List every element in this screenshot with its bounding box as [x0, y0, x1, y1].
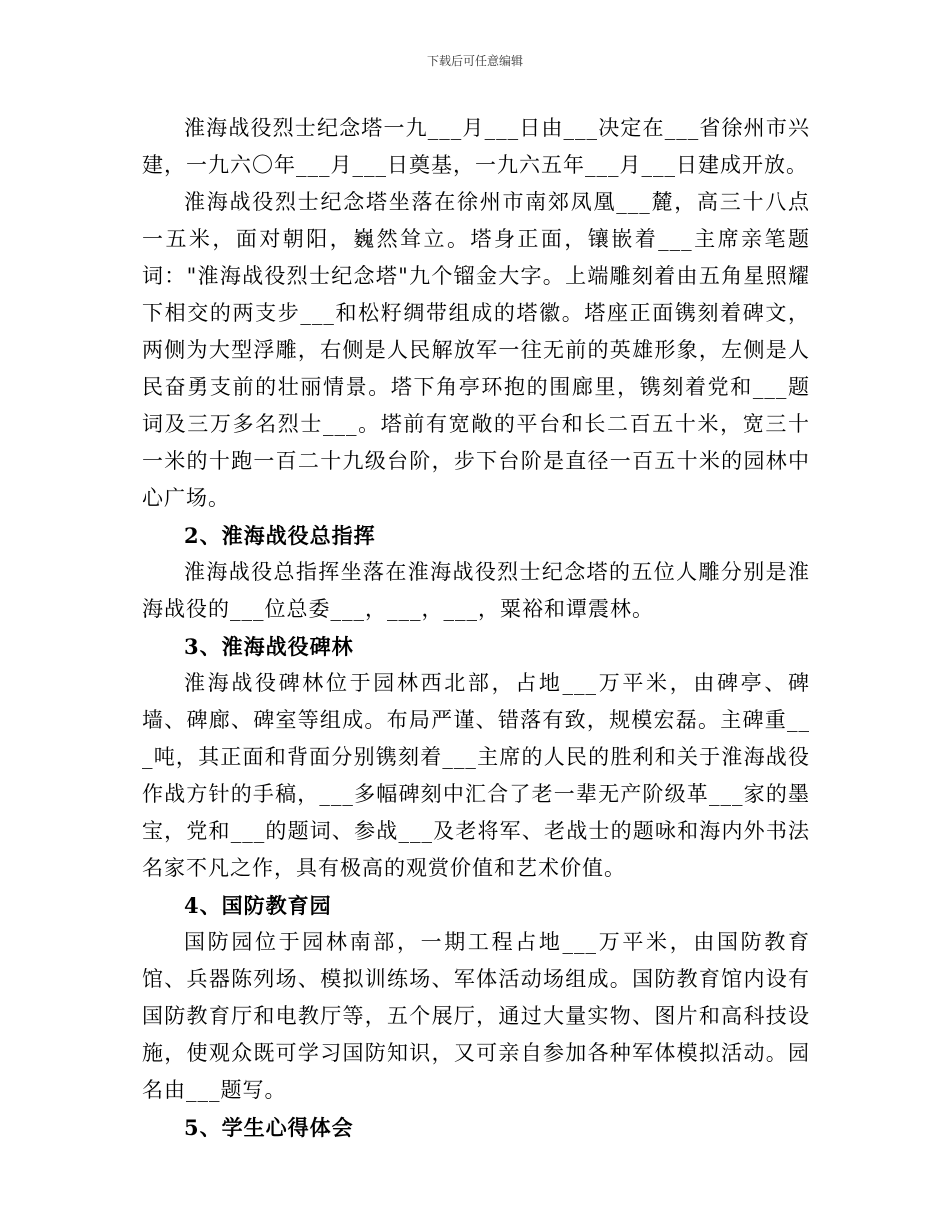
paragraph-tower-founding: 淮海战役烈士纪念塔一九___月___日由___决定在___省徐州市兴建，一九六〇年___月___日奠基，一九六五年___月___日建成开放。 — [142, 116, 810, 177]
section-heading-defense-park: 4、国防教育园 — [184, 893, 332, 918]
section-heading-commanders: 2、淮海战役总指挥 — [184, 523, 376, 548]
page-header-note: 下载后可任意编辑 — [426, 54, 523, 68]
section-heading-student-reflections: 5、学生心得体会 — [184, 1115, 354, 1140]
section-heading-stele-forest: 3、淮海战役碑林 — [184, 634, 354, 659]
paragraph-defense-park: 国防园位于园林南部，一期工程占地___万平米，由国防教育馆、兵器陈列场、模拟训练场、军体活动场组成。国防教育馆内设有国防教育厅和电教厅等，五个展厅，通过大量实物、图片和高科技设施，使观众既可学习国防知识，又可亲自参加各种军体模拟活动。园名由___题写。 — [142, 930, 810, 1102]
paragraph-tower-description: 淮海战役烈士纪念塔坐落在徐州市南郊凤凰___麓，高三十八点一五米，面对朝阳，巍然耸立。塔身正面，镶嵌着___主席亲笔题词："淮海战役烈士纪念塔"九个镏金大字。上端雕刻着由五角星照耀下相交的两支步___和松籽绸带组成的塔徽。塔座正面镌刻着碑文，两侧为大型浮雕，右侧是人民解放军一往无前的英雄形象，左侧是人民奋勇支前的壮丽情景。塔下角亭环抱的围廊里，镌刻着党和___题词及三万多名烈士___。塔前有宽敞的平台和长二百五十米，宽三十一米的十跑一百二十九级台阶，步下台阶是直径一百五十米的园林中心广场。 — [142, 190, 810, 510]
paragraph-commanders: 淮海战役总指挥坐落在淮海战役烈士纪念塔的五位人雕分别是淮海战役的___位总委___，___，___，粟裕和谭震林。 — [142, 560, 810, 621]
paragraph-stele-forest: 淮海战役碑林位于园林西北部，占地___万平米，由碑亭、碑墙、碑廊、碑室等组成。布局严谨、错落有致，规模宏磊。主碑重___吨，其正面和背面分别镌刻着___主席的人民的胜利和关于淮海战役作战方针的手稿，___多幅碑刻中汇合了老一辈无产阶级革___家的墨宝，党和___的题词、参战___及老将军、老战士的题咏和海内外书法名家不凡之作，具有极高的观赏价值和艺术价值。 — [142, 671, 810, 880]
document-body — [142, 110, 810, 1146]
